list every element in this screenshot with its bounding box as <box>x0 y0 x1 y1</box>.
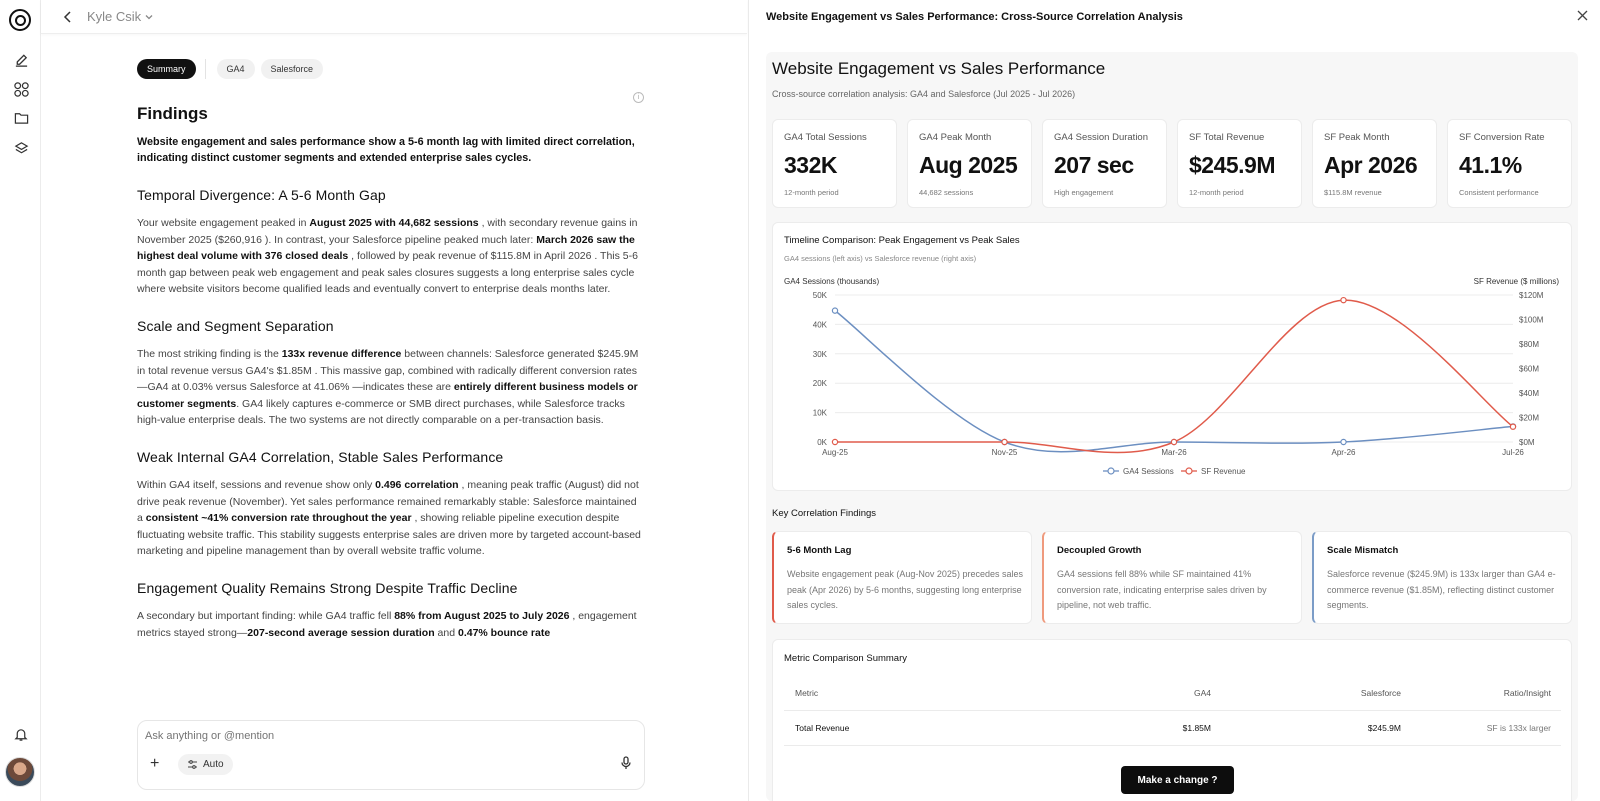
y-right-tick-label: $80M <box>1519 340 1540 349</box>
y-left-tick-label: 50K <box>812 291 827 300</box>
kpi-subtext: Consistent performance <box>1459 188 1539 197</box>
layers-icon[interactable] <box>10 137 32 159</box>
section-heading: Scale and Segment Separation <box>137 317 334 334</box>
data-point[interactable] <box>1002 439 1007 444</box>
finding-title: Decoupled Growth <box>1057 545 1142 556</box>
sliders-icon <box>187 760 198 769</box>
y-left-tick-label: 40K <box>812 320 827 330</box>
table-title: Metric Comparison Summary <box>784 653 907 664</box>
y-right-tick-label: $0M <box>1519 438 1535 447</box>
kpi-value: $245.9M <box>1189 152 1276 178</box>
section-heading: Weak Internal GA4 Correlation, Stable Sales Performance <box>137 448 504 465</box>
close-icon[interactable] <box>1577 10 1588 21</box>
kpi-card <box>1312 119 1437 208</box>
user-avatar[interactable] <box>5 757 35 787</box>
y-right-tick-label: $120M <box>1519 291 1544 300</box>
y-right-tick-label: $100M <box>1519 315 1544 325</box>
body-text: , meaning peak traffic (August) did not drive peak revenue (November). Yet sales performance remained remarkably stable: Salesforce maintained a <box>137 479 639 524</box>
dashboard-title: Website Engagement vs Sales Performance <box>772 59 1106 78</box>
body-text: , engagement metrics stayed strong— <box>137 610 637 639</box>
series-line-sf-revenue <box>835 300 1513 452</box>
col-metric: Metric <box>795 688 819 699</box>
kpi-subtext: 12-month period <box>1189 188 1244 197</box>
y-right-tick-label: $20M <box>1519 413 1540 423</box>
kpi-subtext: 12-month period <box>784 188 839 197</box>
article-lead: Website engagement and sales performance show a 5-6 month lag with limited direct correlation, indicating distinct customer segments and extended enterprise sales cycles. <box>137 135 635 164</box>
kpi-subtext: $115.8M revenue <box>1324 188 1382 197</box>
timeline-chart-card <box>772 222 1572 491</box>
section-heading: Engagement Quality Remains Strong Despite Traffic Decline <box>137 579 518 596</box>
chat-input[interactable] <box>145 727 625 745</box>
chart-title: Timeline Comparison: Peak Engagement vs Peak Sales <box>784 235 1020 246</box>
kpi-label: GA4 Session Duration <box>1054 132 1148 143</box>
x-tick-label: Apr-26 <box>1331 448 1356 457</box>
mode-selector[interactable] <box>178 754 233 775</box>
kpi-card <box>907 119 1032 208</box>
chat-composer <box>137 720 645 790</box>
emphasis-text: entirely different business models or customer segments <box>137 381 638 410</box>
finding-title: 5-6 Month Lag <box>787 545 852 556</box>
body-text: , followed by peak revenue of $115.8M in April 2026 . This 5-6 month gap between peak web engagement and peak sales closures suggests a long enterprise sales cycle where website visitors become qualified leads and eventually convert to enterprise deals months later. <box>137 250 638 295</box>
artifact-body <box>766 52 1578 801</box>
back-arrow-icon[interactable] <box>59 9 75 25</box>
article-sections <box>137 187 643 642</box>
left-rail <box>0 0 41 801</box>
artifact-header <box>749 0 1600 34</box>
chat-pane <box>41 0 747 801</box>
findings-article <box>137 106 643 712</box>
legend-marker <box>1108 468 1114 474</box>
data-point[interactable] <box>832 439 837 444</box>
tab-summary[interactable]: Summary <box>137 59 196 79</box>
kpi-label: SF Total Revenue <box>1189 132 1265 143</box>
x-tick-label: Aug-25 <box>822 448 848 457</box>
body-text: , showing reliable pipeline execution despite fluctuating website traffic. This stability suggests enterprise sales are driven more by targeted account-based marketing and pipeline management than by overall website traffic volume. <box>137 512 641 557</box>
cell-salesforce: $245.9M <box>1367 722 1401 733</box>
y-right-tick-label: $40M <box>1519 389 1540 398</box>
kpi-label: GA4 Total Sessions <box>784 132 867 143</box>
section-paragraph <box>137 215 643 298</box>
y-left-tick-label: 0K <box>817 438 827 447</box>
emphasis-text: March 2026 saw the highest deal volume with 376 closed deals <box>137 233 635 262</box>
emphasis-text: August 2025 with 44,682 sessions <box>309 217 479 229</box>
finding-card <box>1312 531 1572 624</box>
finding-text: Website engagement peak (Aug-Nov 2025) precedes sales peak (Apr 2026) by 5-6 months, suggesting long enterprise sales cycles. <box>787 569 1023 610</box>
body-text: Your website engagement peaked in <box>137 217 310 229</box>
body-text: Within GA4 itself, sessions and revenue show only <box>137 479 376 491</box>
source-tabs <box>137 59 323 79</box>
kpi-subtext: 44,682 sessions <box>919 188 974 197</box>
kpi-value: Apr 2026 <box>1324 152 1418 178</box>
x-tick-label: Nov-25 <box>991 448 1018 457</box>
table-row <box>784 710 1561 745</box>
kpi-card <box>772 119 897 208</box>
y-left-tick-label: 30K <box>812 349 827 359</box>
legend-label: GA4 Sessions <box>1123 467 1174 476</box>
logo-inner-ring <box>15 15 26 26</box>
kpi-card <box>1177 119 1302 208</box>
y-left-tick-label: 20K <box>812 379 827 389</box>
folder-icon[interactable] <box>10 107 32 129</box>
kpi-label: GA4 Peak Month <box>919 132 992 143</box>
kpi-value: 207 sec <box>1054 152 1134 178</box>
tab-salesforce[interactable]: Salesforce <box>261 59 324 79</box>
emphasis-text: consistent ~41% conversion rate throughout the year <box>145 512 412 524</box>
y-left-tick-label: 10K <box>812 408 827 418</box>
emphasis-text: 0.47% bounce rate <box>457 626 551 639</box>
article-title: Findings <box>137 106 208 123</box>
scroll-fade <box>137 680 667 714</box>
notifications-bell-icon[interactable] <box>10 723 32 745</box>
body-text: , with secondary revenue gains in November 2025 ($260,916 ). In contrast, your Salesforce pipeline peaked much later: <box>137 217 638 246</box>
tab-divider <box>205 59 206 79</box>
y-axis-right-label: SF Revenue ($ millions) <box>1473 277 1559 286</box>
mode-label: Auto <box>203 759 224 770</box>
cell-metric: Total Revenue <box>795 722 850 733</box>
timeline-chart <box>773 223 1573 492</box>
data-point[interactable] <box>1171 439 1176 444</box>
info-icon[interactable]: i <box>633 92 644 103</box>
new-chat-icon[interactable] <box>10 49 32 71</box>
finding-text: GA4 sessions fell 88% while SF maintained 41% conversion rate, indicating enterprise sales driven by pipeline, not web traffic. <box>1057 569 1267 610</box>
data-point[interactable] <box>832 308 837 313</box>
tab-ga4[interactable]: GA4 <box>217 59 255 79</box>
body-text: . GA4 likely captures e-commerce or SMB direct purchases, while Salesforce tracks high-value enterprise deals. The two systems are not directly comparable on a per-transaction basis. <box>137 397 625 426</box>
emphasis-text: 88% from August 2025 to July 2026 <box>394 610 570 622</box>
section-heading: Temporal Divergence: A 5-6 Month Gap <box>137 186 386 203</box>
metric-comparison-table <box>784 677 1561 746</box>
kpi-value: 41.1% <box>1459 152 1522 178</box>
section-paragraph <box>137 477 643 560</box>
legend-label: SF Revenue <box>1201 467 1246 476</box>
body-text: A secondary but important finding: while GA4 traffic fell <box>137 610 395 622</box>
make-change-button[interactable]: Make a change ? <box>1121 766 1234 794</box>
conversation-owner[interactable]: Kyle Csik <box>87 9 142 24</box>
cell-ga4: $1.85M <box>1182 722 1211 733</box>
table-header-row <box>784 677 1561 710</box>
emphasis-text: 0.496 correlation <box>375 479 459 491</box>
finding-text: Salesforce revenue ($245.9M) is 133x larger than GA4 e-commerce revenue ($1.85M), reflecting distinct customer segments. <box>1327 569 1556 610</box>
cell-ratio: SF is 133x larger <box>1486 722 1551 733</box>
artifact-panel <box>748 0 1600 801</box>
section-paragraph <box>137 346 643 429</box>
kpi-value: 332K <box>784 152 837 178</box>
emphasis-text: 207-second average session duration <box>247 626 435 639</box>
emphasis-text: 133x revenue difference <box>281 348 402 360</box>
kpi-subtext: High engagement <box>1054 188 1114 197</box>
data-point[interactable] <box>1510 424 1515 429</box>
y-right-tick-label: $60M <box>1519 364 1540 374</box>
section-paragraph <box>137 608 643 641</box>
body-text: between channels: Salesforce generated $245.9M in total revenue versus GA4's $1.85M . This massive gap, combined with radically different conversion rates—GA4 at 0.03% versus Salesforce at 41.06% —indicates these are <box>137 348 639 393</box>
kpi-card <box>1042 119 1167 208</box>
col-ga4: GA4 <box>1193 688 1211 699</box>
kpi-label: SF Peak Month <box>1324 132 1390 143</box>
finding-card <box>772 531 1032 624</box>
body-text: and <box>434 626 458 639</box>
y-axis-left-label: GA4 Sessions (thousands) <box>784 277 880 286</box>
data-point[interactable] <box>1341 298 1346 303</box>
kpi-value: Aug 2025 <box>919 152 1018 178</box>
kpi-label: SF Conversion Rate <box>1459 132 1545 143</box>
dashboard-subtitle: Cross-source correlation analysis: GA4 and Salesforce (Jul 2025 - Jul 2026) <box>772 89 1076 99</box>
artifact-header-title: Website Engagement vs Sales Performance: Cross-Source Correlation Analysis <box>766 11 1183 23</box>
col-ratio: Ratio/Insight <box>1503 688 1551 699</box>
microphone-icon[interactable] <box>621 756 631 770</box>
chevron-down-icon[interactable] <box>145 14 153 20</box>
chat-topbar <box>41 0 747 34</box>
kpi-card <box>1447 119 1572 208</box>
chart-subtitle: GA4 sessions (left axis) vs Salesforce revenue (right axis) <box>784 254 977 263</box>
x-tick-label: Jul-26 <box>1502 448 1524 457</box>
apps-grid-icon[interactable] <box>10 78 32 100</box>
finding-card <box>1042 531 1302 624</box>
app-logo[interactable] <box>9 9 31 31</box>
x-tick-label: Mar-26 <box>1161 448 1187 457</box>
finding-title: Scale Mismatch <box>1327 545 1399 556</box>
findings-section-title: Key Correlation Findings <box>772 508 877 519</box>
attach-plus-icon[interactable]: + <box>150 755 160 772</box>
body-text: The most striking finding is the <box>137 348 282 360</box>
legend-marker <box>1186 468 1192 474</box>
data-point[interactable] <box>1341 439 1346 444</box>
col-salesforce: Salesforce <box>1360 688 1401 699</box>
